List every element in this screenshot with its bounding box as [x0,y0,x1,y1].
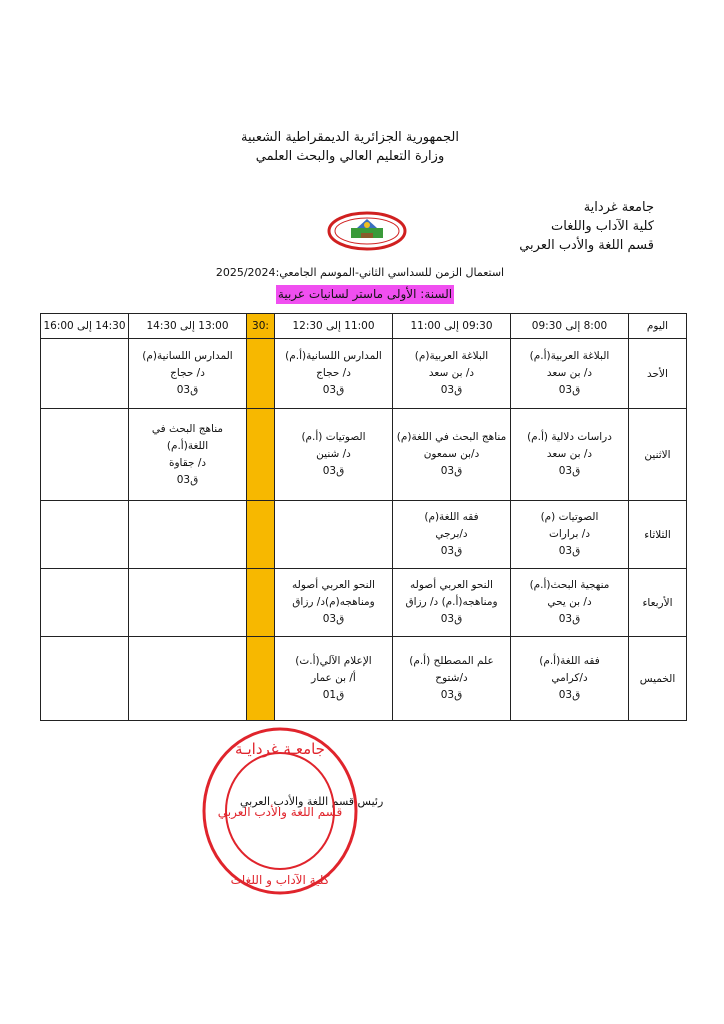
session-line: النحو العربي أصوله [410,579,493,591]
session-line: د/بن سمعون [423,448,480,460]
session-line: د/برجي [435,528,468,540]
header-institution [474,198,654,255]
svg-text:قسم اللغة والأدب العربي: قسم اللغة والأدب العربي [217,805,343,819]
session-line: ق01 [322,689,345,701]
table-row [41,501,687,569]
department-stamp-icon [200,726,360,896]
session-cell [511,409,629,501]
session-cell [275,339,393,409]
session-line: ق03 [322,613,345,625]
session-line: مناهج البحث في اللغة(م) [396,431,507,443]
session-cell [41,339,129,409]
break-cell [247,409,275,501]
session-line: د/ بن يحي [547,596,592,608]
faculty-name: كلية الآداب واللغات [551,219,654,234]
session-line: اللغة(أ.م) [166,439,209,452]
session-cell [393,339,511,409]
break-cell [247,637,275,721]
session-line: فقه اللغة(م) [424,511,479,523]
session-cell [129,569,247,637]
session-cell [511,501,629,569]
table-row [41,637,687,721]
session-line: ق03 [558,465,581,477]
department-name: قسم اللغة والأدب العربي [519,238,654,253]
schedule-title: استعمال الزمن للسداسي الثاني-الموسم الجامعي:2025/2024 [215,266,505,279]
session-line: ق03 [440,545,463,557]
session-cell [275,501,393,569]
table-row [41,409,687,501]
table-row [41,339,687,409]
republic-name: الجمهورية الجزائرية الديمقراطية الشعبية [241,130,459,145]
session-line: د/ بن سعد [546,448,593,460]
session-cell [41,501,129,569]
session-line: ق03 [176,473,199,486]
session-line: منهجية البحث(أ.م) [529,579,610,591]
session-line: فقه اللغة(أ.م) [539,655,600,667]
session-line: الإعلام الآلي(أ.ت) [295,655,372,667]
session-line: ق03 [322,465,345,477]
session-line: د/ بن سعد [428,367,475,379]
session-cell [275,637,393,721]
session-cell [393,637,511,721]
session-cell [41,637,129,721]
session-cell [393,569,511,637]
session-line: المدارس اللسانية(م) [142,350,233,362]
session-cell [41,569,129,637]
session-cell [393,501,511,569]
svg-text:كلية الآداب و اللغات: كلية الآداب و اللغات [230,873,330,887]
session-cell [129,637,247,721]
header-time-slot: 14:30 إلى 16:00 [41,314,129,339]
session-line: البلاغة العربية(أ.م) [529,350,610,362]
ministry-name: وزارة التعليم العالي والبحث العلمي [255,149,445,164]
header-day: اليوم [629,314,687,339]
session-line: د/ حجاج [316,367,351,379]
session-line: ومناهجه(أ.م) د/ رزاق [405,596,498,608]
session-line: د/شتوح [435,672,468,684]
university-logo-icon [327,211,407,251]
session-line: أ/ بن عمار [311,672,356,684]
session-cell [129,339,247,409]
session-cell [275,409,393,501]
day-cell: الثلاثاء [629,501,687,569]
session-line: ق03 [558,384,581,396]
session-line: ومناهجه(م)د/ رزاق [292,596,375,608]
session-line: ق03 [440,465,463,477]
session-line: ق03 [558,545,581,557]
session-line: دراسات دلالية (أ.م) [527,431,612,443]
header-row [41,314,687,339]
header-national [200,128,500,166]
break-cell [247,339,275,409]
svg-text:جامعـة غردايـة: جامعـة غردايـة [235,740,325,758]
level-label: السنة: الأولى ماستر لسانيات عربية [276,285,454,304]
schedule-table [40,313,687,721]
break-cell [247,569,275,637]
header-time-slot: 09:30 إلى 11:00 [393,314,511,339]
department-head-signature-label: رئيس قسم اللغة والأدب العربي [240,795,384,808]
session-cell [393,409,511,501]
session-line: د/ شنين [316,448,351,460]
schedule-body [41,339,687,721]
day-cell: الأحد [629,339,687,409]
day-cell: الخميس [629,637,687,721]
session-line: مناهج البحث في [151,422,224,435]
session-line: ق03 [440,384,463,396]
session-line: الصوتيات (م) [540,511,599,523]
day-cell: الأربعاء [629,569,687,637]
session-line: النحو العربي أصوله [292,579,375,591]
session-line: ق03 [558,613,581,625]
header-break: :30 [247,314,275,339]
session-cell [511,637,629,721]
header-time-slot: 11:00 إلى 12:30 [275,314,393,339]
table-row [41,569,687,637]
session-line: الصوتيات (أ.م) [301,431,366,443]
university-name: جامعة غرداية [583,200,654,215]
session-line: ق03 [322,384,345,396]
day-cell: الاثنين [629,409,687,501]
header-time-slot: 8:00 إلى 09:30 [511,314,629,339]
header-time-slot: 13:00 إلى 14:30 [129,314,247,339]
session-cell [41,409,129,501]
session-line: المدارس اللسانية(أ.م) [285,350,382,362]
session-cell [129,501,247,569]
session-line: ق03 [558,689,581,701]
session-cell [511,339,629,409]
session-cell [129,409,247,501]
session-line: د/ حجاج [170,367,205,379]
session-line: ق03 [440,689,463,701]
session-line: د/ جقاوة [168,456,207,469]
session-cell [511,569,629,637]
session-cell [275,569,393,637]
session-line: د/كرامي [551,672,588,684]
session-line: ق03 [440,613,463,625]
session-line: ق03 [176,384,199,396]
session-line: د/ برارات [548,528,591,540]
session-line: البلاغة العربية(م) [414,350,489,362]
session-line: د/ بن سعد [546,367,593,379]
break-cell [247,501,275,569]
session-line: علم المصطلح (أ.م) [409,655,494,667]
